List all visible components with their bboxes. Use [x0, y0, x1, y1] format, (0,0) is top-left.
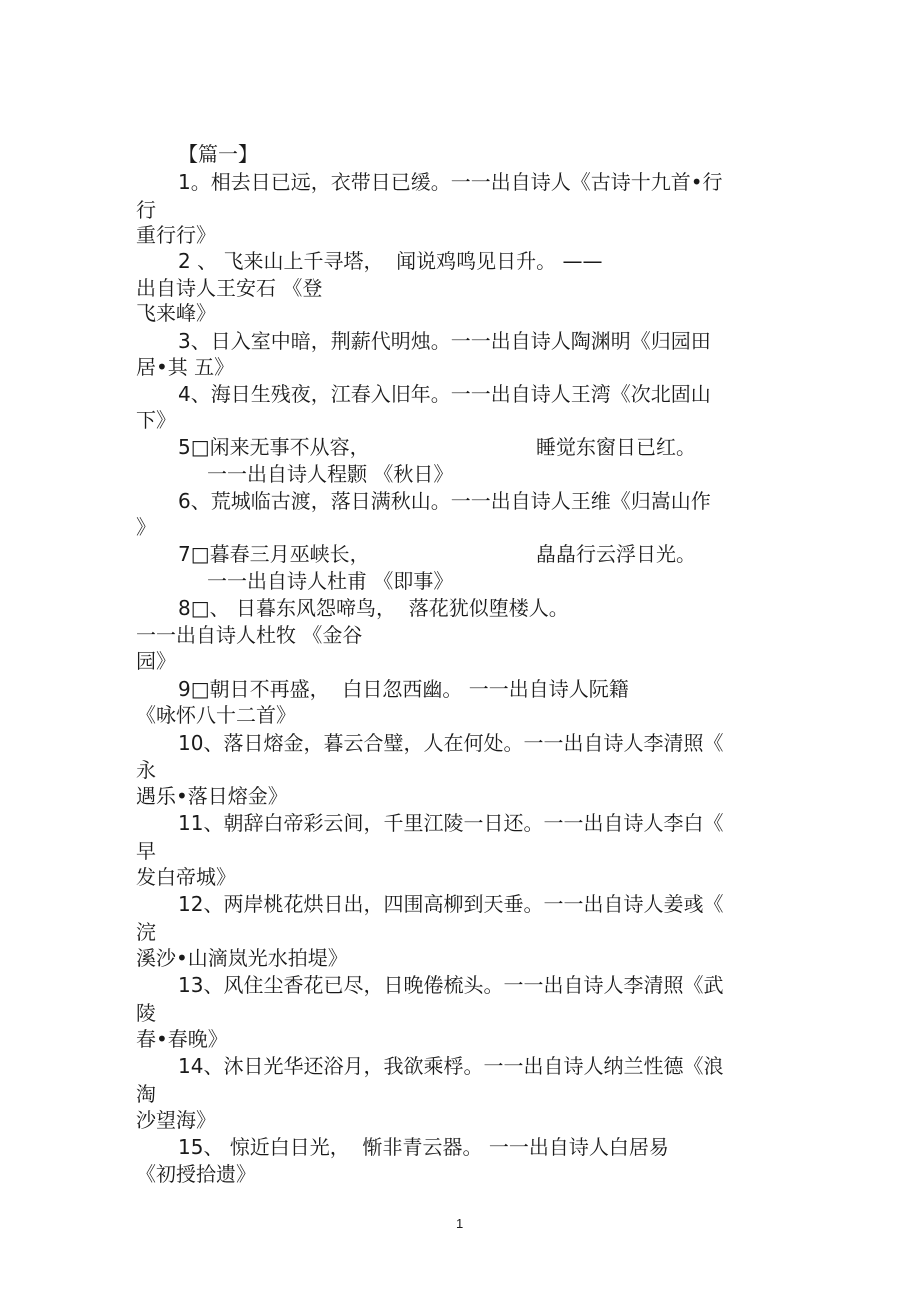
text-line: 永 — [136, 758, 156, 782]
text-line: 《初授拾遗》 — [136, 1162, 256, 1186]
text-line: 陵 — [136, 1001, 156, 1025]
text-line: 行 — [136, 198, 156, 222]
text-line: 4、海日生残夜，江春入旧年。一一出自诗人王湾《次北固山 — [178, 382, 711, 406]
text-line: 一一出自诗人程颢 《秋日》 — [207, 462, 454, 486]
text-line: 12、两岸桃花烘日出，四围高柳到天垂。一一出自诗人姜彧《 — [178, 892, 724, 916]
text-line: 出自诗人王安石 《登 — [136, 276, 323, 300]
text-line: 一一出自诗人杜甫 《即事》 — [207, 569, 454, 593]
text-line: 1。相去日已远，衣带日已缓。一一出自诗人《古诗十九首•行 — [178, 170, 723, 194]
page-number: 1 — [456, 1216, 464, 1231]
text-line: 10、落日熔金，暮云合璧，人在何处。一一出自诗人李清照《 — [178, 731, 724, 755]
text-line: 皛皛行云浮日光。 — [536, 542, 696, 566]
text-line: 8□、 日暮东风怨啼鸟， 落花犹似堕楼人。 — [178, 596, 569, 620]
text-line: 《咏怀八十二首》 — [136, 703, 296, 727]
text-line: 7□暮春三月巫峡长， — [178, 542, 370, 566]
text-line: 2 、 飞来山上千寻塔， 闻说鸡鸣见日升。 —— — [178, 249, 603, 273]
text-line: 11、朝辞白帝彩云间，千里江陵一日还。一一出自诗人李白《 — [178, 811, 724, 835]
section-heading: 【篇一】 — [178, 142, 258, 166]
text-line: 早 — [136, 839, 156, 863]
text-line: 居•其 五》 — [136, 355, 235, 379]
text-line: 14、沐日光华还浴月，我欲乘桴。一一出自诗人纳兰性德《浪 — [178, 1054, 724, 1078]
text-line: 遇乐•落日熔金》 — [136, 784, 288, 808]
text-line: 沙望海》 — [136, 1108, 216, 1132]
text-line: 13、风住尘香花已尽，日晚倦梳头。一一出自诗人李清照《武 — [178, 973, 724, 997]
text-line: 溪沙•山滴岚光水拍堤》 — [136, 946, 348, 970]
text-line: 园》 — [136, 649, 176, 673]
text-line: 飞来峰》 — [136, 301, 216, 325]
text-line: 发白帝城》 — [136, 865, 236, 889]
text-line: 睡觉东窗日已红。 — [536, 435, 696, 459]
text-line: 春•春晚》 — [136, 1027, 228, 1051]
text-line: 浣 — [136, 920, 156, 944]
text-line: 下》 — [136, 408, 176, 432]
text-line: 5□闲来无事不从容， — [178, 435, 370, 459]
text-line: 重行行》 — [136, 223, 216, 247]
text-line: 淘 — [136, 1082, 156, 1106]
text-line: 6、荒城临古渡，落日满秋山。一一出自诗人王维《归嵩山作 — [178, 489, 711, 513]
text-line: 15、 惊近白日光， 惭非青云器。 一一出自诗人白居易 — [178, 1135, 669, 1159]
text-line: 一一出自诗人杜牧 《金谷 — [136, 623, 363, 647]
text-line: 》 — [136, 515, 156, 539]
text-line: 3、日入室中暗，荆薪代明烛。一一出自诗人陶渊明《归园田 — [178, 329, 711, 353]
text-line: 9□朝日不再盛， 白日忽西幽。 一一出自诗人阮籍 — [178, 677, 629, 701]
